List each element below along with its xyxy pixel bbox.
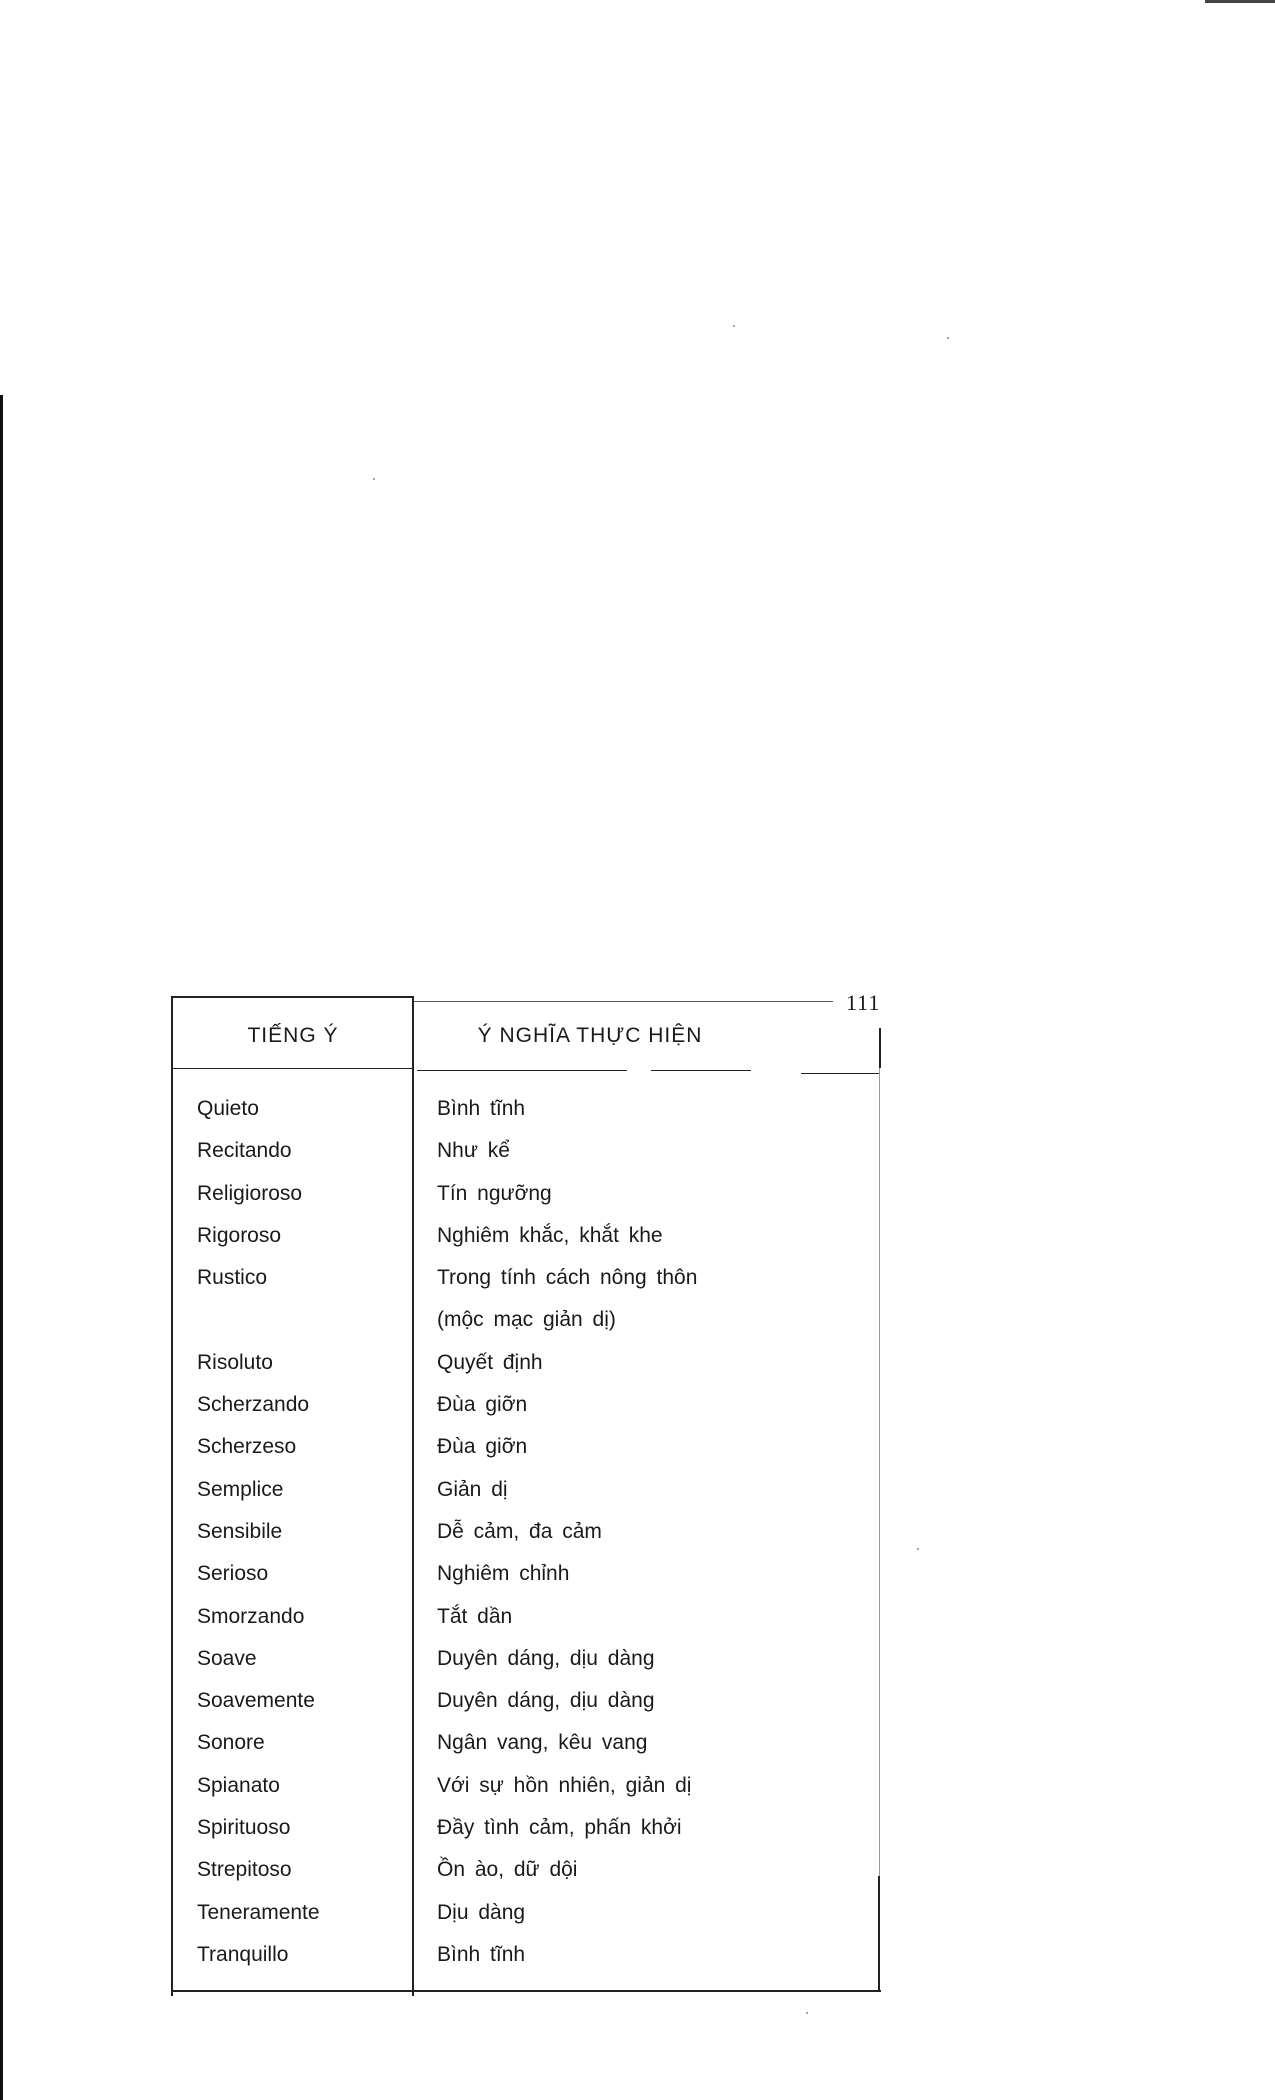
table-row [171,1731,882,1773]
table-row [171,1858,882,1900]
table-row [171,1393,882,1435]
table-row [171,1435,882,1477]
table-row [171,1224,882,1266]
column-header-italian: TIẾNG Ý [247,1024,339,1047]
italian-term: Recitando [197,1139,292,1163]
header-rule [651,1070,751,1071]
table-row [171,1689,882,1731]
table-row [171,1943,882,1985]
italian-term: Rigoroso [197,1223,282,1247]
italian-term: Quieto [197,1097,259,1120]
italian-term: Teneramente [197,1900,320,1924]
italian-term: Scherzeso [197,1435,297,1459]
meaning-text: Nghiêm khắc, khắt khe [437,1223,663,1247]
scan-speck [947,337,949,339]
italian-term: Soave [197,1646,257,1670]
table-rule [413,1001,833,1002]
meaning-text: Dễ cảm, đa cảm [437,1519,602,1543]
header-rule [801,1073,879,1074]
table-row [171,1901,882,1943]
table-row [171,1266,882,1308]
scan-speck [373,478,375,480]
scan-speck [733,325,735,327]
table-row [171,1562,882,1604]
meaning-text: Đùa giỡn [437,1435,528,1459]
meaning-text: Tín ngưỡng [437,1181,552,1205]
meaning-text: Trong tính cách nông thôn [437,1266,698,1290]
table-body [171,1097,882,1985]
italian-term: Smorzando [197,1604,305,1628]
meaning-text: Dịu dàng [437,1900,526,1924]
meaning-text: Với sự hồn nhiên, giản dị [437,1773,692,1797]
table-row [171,1351,882,1393]
italian-term: Scherzando [197,1393,310,1417]
meaning-text: Bình tĩnh [437,1097,526,1120]
table-row [171,1647,882,1689]
header-rule [171,1068,413,1069]
table-row [171,1774,882,1816]
table-row [171,1182,882,1224]
meaning-text: Đùa giỡn [437,1393,528,1417]
meaning-text: Như kể [437,1139,510,1163]
scan-left-edge [0,395,3,2100]
table-rule [879,1028,881,1068]
scan-speck [917,1548,919,1550]
italian-term: Serioso [197,1562,269,1586]
table-row [171,1097,882,1139]
header-rule [417,1070,627,1071]
italian-term: Risoluto [197,1350,273,1374]
italian-term: Semplice [197,1477,284,1501]
meaning-text: (mộc mạc giản dị) [437,1308,616,1332]
meaning-text: Giản dị [437,1477,508,1501]
column-header-meaning: Ý NGHĨA THỰC HIỆN [477,1024,703,1047]
italian-term: Sonore [197,1731,265,1755]
meaning-text: Duyên dáng, dịu dàng [437,1646,655,1670]
table-row [171,1816,882,1858]
meaning-text: Tắt dần [437,1604,513,1628]
table-row [171,1605,882,1647]
italian-term: Tranquillo [197,1942,289,1966]
italian-term: Spianato [197,1773,280,1797]
scan-top-mark [1205,0,1275,3]
italian-term: Sensibile [197,1519,283,1543]
italian-term: Strepitoso [197,1858,292,1882]
table-row [171,1478,882,1520]
meaning-text: Ồn ào, dữ dội [437,1858,578,1882]
table-rule [171,996,413,998]
table-row [171,1139,882,1181]
scan-speck [806,2012,808,2014]
meaning-text: Bình tĩnh [437,1942,526,1966]
italian-term: Soavemente [197,1689,315,1713]
italian-term: Spirituoso [197,1816,291,1840]
table-row [171,1520,882,1562]
meaning-text: Duyên dáng, dịu dàng [437,1689,655,1713]
page-number: 111 [846,990,881,1015]
meaning-text: Nghiêm chỉnh [437,1562,570,1586]
meaning-text: Quyết định [437,1350,543,1374]
meaning-text: Ngân vang, kêu vang [437,1731,648,1755]
meaning-text: Đầy tình cảm, phấn khởi [437,1816,682,1840]
italian-term: Rustico [197,1266,268,1290]
table-rule [171,1990,881,1992]
table-row [171,1308,882,1350]
italian-term: Religioroso [197,1181,303,1205]
